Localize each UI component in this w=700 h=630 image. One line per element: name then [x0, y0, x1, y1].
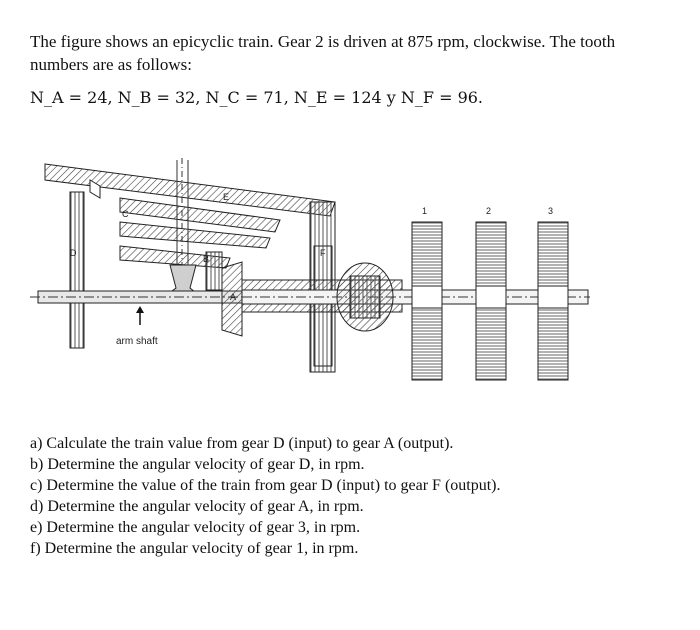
- label-gear-3: 3: [548, 206, 554, 216]
- question-f: f) Determine the angular velocity of gear 1, in rpm.: [30, 540, 359, 557]
- question-d: d) Determine the angular velocity of gear A, in rpm.: [30, 498, 364, 515]
- problem-intro: The figure shows an epicyclic train. Gear 2 is driven at 875 rpm, clockwise. The tooth numbers are as follows:: [30, 32, 616, 74]
- tooth-numbers: N_A = 24, N_B = 32, N_C = 71, N_E = 124 y N_F = 96.: [30, 88, 484, 107]
- question-c: c) Determine the value of the train from gear D (input) to gear F (output).: [30, 477, 501, 494]
- label-a: A: [230, 292, 237, 302]
- question-list: [30, 433, 670, 559]
- gear-d: [70, 192, 84, 348]
- epicyclic-train-figure: [30, 150, 590, 400]
- label-d: D: [70, 248, 77, 258]
- label-e: E: [223, 192, 230, 202]
- label-gear-2: 2: [486, 206, 492, 216]
- label-arm-shaft: arm shaft: [116, 336, 158, 347]
- label-b: B: [203, 254, 210, 264]
- label-gear-1: 1: [422, 206, 428, 216]
- label-c: C: [122, 209, 129, 219]
- label-f: F: [320, 248, 326, 258]
- question-b: b) Determine the angular velocity of gear D, in rpm.: [30, 456, 365, 473]
- question-a: a) Calculate the train value from gear D (input) to gear A (output).: [30, 435, 454, 452]
- question-e: e) Determine the angular velocity of gear 3, in rpm.: [30, 519, 361, 536]
